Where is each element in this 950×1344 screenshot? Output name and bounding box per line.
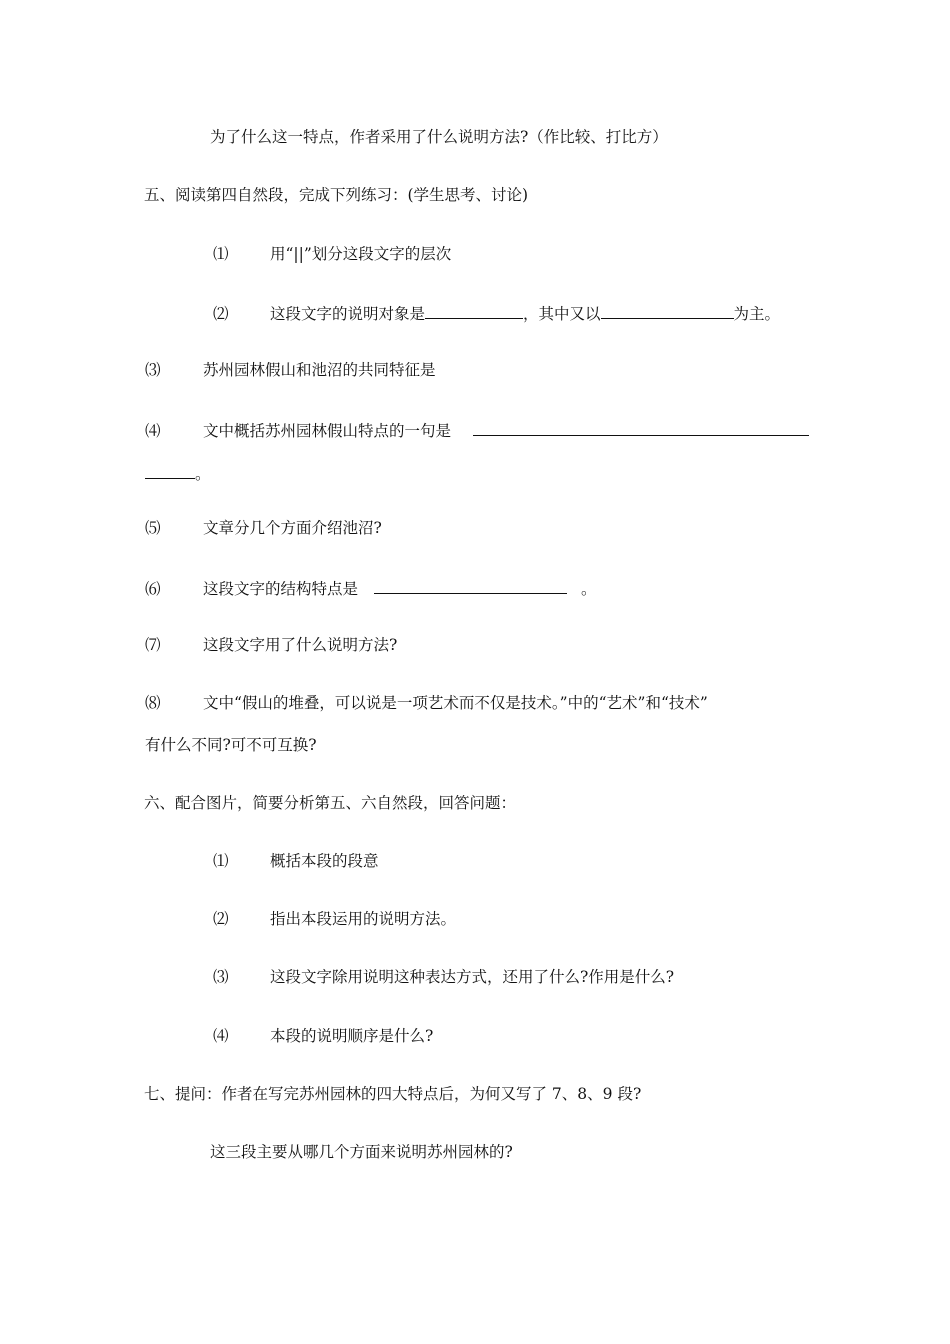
answer-blank[interactable] [145,462,195,479]
s6-question-3 [213,967,674,987]
s5-question-1 [213,244,451,264]
s6-question-4 [213,1026,433,1046]
question-number: ⑵ [213,305,229,323]
question-text: 为主。 [733,305,781,323]
answer-blank[interactable] [601,302,734,319]
question-text: 概括本段的段意 [270,852,379,870]
s6-question-2 [213,909,456,929]
section-7-heading: 七、提问：作者在写完苏州园林的四大特点后，为何又写了 7、8、9 段? [144,1085,642,1103]
question-number: ⑷ [145,422,161,440]
s5-question-3 [145,360,436,380]
answer-blank[interactable] [425,302,523,319]
question-number: ⑶ [213,968,229,986]
s6-question-1 [213,851,379,871]
question-text: 这段文字的结构特点是 [203,580,359,598]
section-7-text: 这三段主要从哪几个方面来说明苏州园林的? [210,1143,513,1161]
question-text: 指出本段运用的说明方法。 [270,910,457,928]
s5-question-5 [145,518,382,538]
question-text: ，其中又以 [523,305,601,323]
question-number: ⑺ [145,636,161,654]
question-text: 文中“假山的堆叠，可以说是一项艺术而不仅是技术。”中的“艺术”和“技术” [203,694,708,712]
s5-question-7 [145,635,397,655]
question-text: 文章分几个方面介绍池沼? [203,519,382,537]
answer-blank[interactable] [473,419,809,436]
question-number: ⑴ [213,245,229,263]
question-text: 文中概括苏州园林假山特点的一句是 [203,422,452,440]
s5-question-2 [213,302,780,324]
paragraph-line-1: 为了什么这一特点，作者采用了什么说明方法?（作比较、打比方） [210,128,668,146]
s5-question-8-continuation: 有什么不同?可不可互换? [145,736,317,754]
question-number: ⑴ [213,852,229,870]
s5-question-4 [145,419,809,441]
question-number: ⑷ [213,1027,229,1045]
question-number: ⑹ [145,580,161,598]
question-text: 用“||”划分这段文字的层次 [270,245,452,263]
question-text: 本段的说明顺序是什么? [270,1027,434,1045]
question-text: 这段文字的说明对象是 [270,305,426,323]
question-text: 。 [581,580,597,598]
answer-blank[interactable] [374,577,567,594]
question-number: ⑶ [145,361,161,379]
section-6-heading: 六、配合图片，简要分析第五、六自然段，回答问题： [144,794,517,812]
s5-question-6 [145,577,597,599]
question-text: 这段文字用了什么说明方法? [203,636,398,654]
question-number: ⑵ [213,910,229,928]
question-text: 。 [195,465,211,483]
s5-question-4-continuation [145,462,211,484]
section-5-heading: 五、阅读第四自然段，完成下列练习：(学生思考、讨论) [144,186,529,204]
question-number: ⑻ [145,694,161,712]
question-text: 苏州园林假山和池沼的共同特征是 [203,361,436,379]
question-number: ⑸ [145,519,161,537]
question-text: 这段文字除用说明这种表达方式，还用了什么?作用是什么? [270,968,675,986]
s5-question-8 [145,693,708,713]
